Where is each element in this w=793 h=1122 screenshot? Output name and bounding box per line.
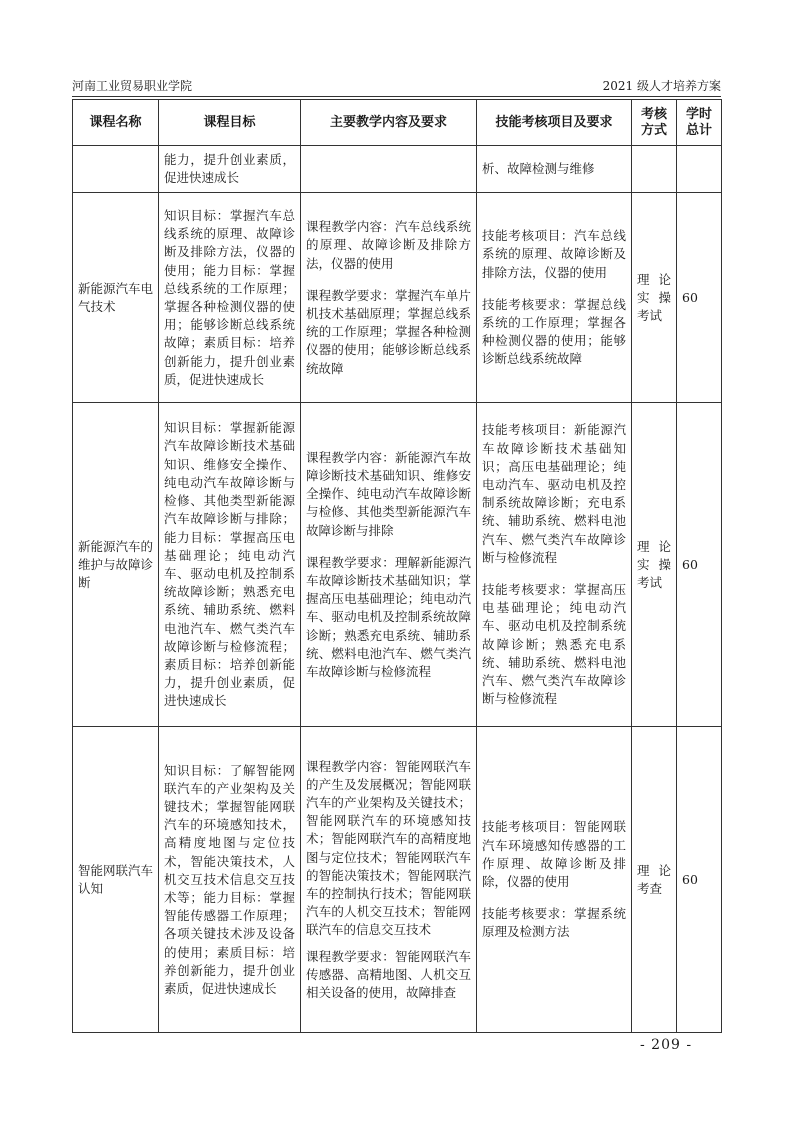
skill-requirement-text: 技能考核要求：掌握总线系统的工作原理；掌握各种检测仪器的使用；能够诊断总线系统故障 (482, 296, 626, 367)
skill-item-text: 技能考核项目：新能源汽车故障诊断技术基础知识；高压电基础理论；纯电动汽车、驱动电机及控制系统故障诊断；充电系统、辅助系统、燃料电池汽车、燃气类汽车故障诊断与检修流程 (482, 422, 626, 565)
cell-empty (73, 146, 159, 193)
header-course-name: 课程名称 (73, 100, 159, 146)
document-title: 2021 级人才培养方案 (602, 79, 721, 93)
cell-empty (301, 146, 477, 193)
skill-item-text: 技能考核项目：汽车总线系统的原理、故障诊断及排除方法，仪器的使用 (482, 228, 626, 280)
table-row (73, 193, 722, 403)
table-row (73, 403, 722, 727)
table-row (73, 727, 722, 1033)
header-course-goal: 课程目标 (159, 100, 301, 146)
institution-name: 河南工业贸易职业学院 (72, 79, 193, 93)
cell-skill-assessment (477, 727, 632, 1033)
page-header (72, 77, 721, 94)
cell-course-name: 新能源汽车的维护与故障诊断 (73, 403, 159, 727)
teaching-content-text: 课程教学内容：新能源汽车故障诊断技术基础知识、维修安全操作、纯电动汽车故障诊断与检修、其他类型新能源汽车故障诊断与排除 (306, 449, 471, 538)
cell-course-goal: 知识目标：掌握汽车总线系统的原理、故障诊断及排除方法，仪器的使用；能力目标：掌握总线系统的工作原理；掌握各种检测仪器的使用；能够诊断总线系统故障；素质目标：培养创新能力，提升创业素质，促进快速成长 (159, 193, 301, 403)
teaching-requirement-text: 课程教学要求：理解新能源汽车故障诊断技术基础知识；掌握高压电基础理论；纯电动汽车、驱动电机及控制系统故障诊断；熟悉充电系统、辅助系统、燃料电池汽车、燃气类汽车故障诊断与检修流程 (306, 554, 471, 679)
table-row-continuation (73, 146, 722, 193)
cell-teaching-content (301, 727, 477, 1033)
cell-goal-continued: 能力，提升创业素质，促进快速成长 (159, 146, 301, 193)
course-table (72, 99, 722, 1033)
page-number: - 209 - (640, 1037, 693, 1053)
teaching-requirement-text: 课程教学要求：智能网联汽车传感器、高精地图、人机交互相关设备的使用，故障排查 (306, 948, 471, 1001)
skill-item-text: 技能考核项目：智能网联汽车环境感知传感器的工作原理、故障诊断及排除，仪器的使用 (482, 819, 626, 889)
cell-empty (632, 146, 677, 193)
skill-requirement-text: 技能考核要求：掌握高压电基础理论；纯电动汽车、驱动电机及控制系统故障诊断；熟悉充电系统、辅助系统、燃料电池汽车、燃气类汽车故障诊断与检修流程 (482, 582, 626, 707)
header-assessment-method: 考核方式 (632, 100, 677, 146)
cell-skill-assessment (477, 403, 632, 727)
cell-total-hours: 60 (677, 193, 722, 403)
cell-course-name: 新能源汽车电气技术 (73, 193, 159, 403)
header-teaching-content: 主要教学内容及要求 (301, 100, 477, 146)
cell-teaching-content (301, 403, 477, 727)
teaching-content-text: 课程教学内容：汽车总线系统的原理、故障诊断及排除方法，仪器的使用 (306, 219, 471, 271)
teaching-content-text: 课程教学内容：智能网联汽车的产生及发展概况；智能网联汽车的产业架构及关键技术；智能网联汽车的环境感知技术；智能网联汽车的高精度地图与定位技术；智能网联汽车的智能决策技术；智能网联汽车的控制执行技术；智能网联汽车的人机交互技术；智能网联汽车的信息交互技术 (306, 758, 471, 938)
cell-teaching-content (301, 193, 477, 403)
cell-assessment-method: 理论考查 (632, 727, 677, 1033)
table-header-row (73, 100, 722, 146)
cell-assessment-method: 理论实操考试 (632, 193, 677, 403)
cell-course-goal: 知识目标：掌握新能源汽车故障诊断技术基础知识、维修安全操作、纯电动汽车故障诊断与检修、其他类型新能源汽车故障诊断与排除；能力目标：掌握高压电基础理论；纯电动汽车、驱动电机及控制系统故障诊断；熟悉充电系统、辅助系统、燃料电池汽车、燃气类汽车故障诊断与检修流程；素质目标：培养创新能力，提升创业素质，促进快速成长 (159, 403, 301, 727)
cell-course-goal: 知识目标：了解智能网联汽车的产业架构及关键技术；掌握智能网联汽车的环境感知技术，高精度地图与定位技术，智能决策技术，人机交互技术信息交互技术等；能力目标：掌握智能传感器工作原理；各项关键技术涉及设备的使用；素质目标：培养创新能力，提升创业素质，促进快速成长 (159, 727, 301, 1033)
header-skill-assessment: 技能考核项目及要求 (477, 100, 632, 146)
cell-course-name: 智能网联汽车认知 (73, 727, 159, 1033)
teaching-requirement-text: 课程教学要求：掌握汽车单片机技术基础原理；掌握总线系统的工作原理；掌握各种检测仪器的使用；能够诊断总线系统故障 (306, 287, 471, 376)
cell-skill-continued: 析、故障检测与维修 (477, 146, 632, 193)
header-total-hours: 学时总计 (677, 100, 722, 146)
cell-skill-assessment (477, 193, 632, 403)
cell-empty (677, 146, 722, 193)
header-rule (72, 96, 721, 97)
skill-requirement-text: 技能考核要求：掌握系统原理及检测方法 (482, 906, 626, 940)
cell-total-hours: 60 (677, 727, 722, 1033)
cell-assessment-method: 理论实操考试 (632, 403, 677, 727)
cell-total-hours: 60 (677, 403, 722, 727)
